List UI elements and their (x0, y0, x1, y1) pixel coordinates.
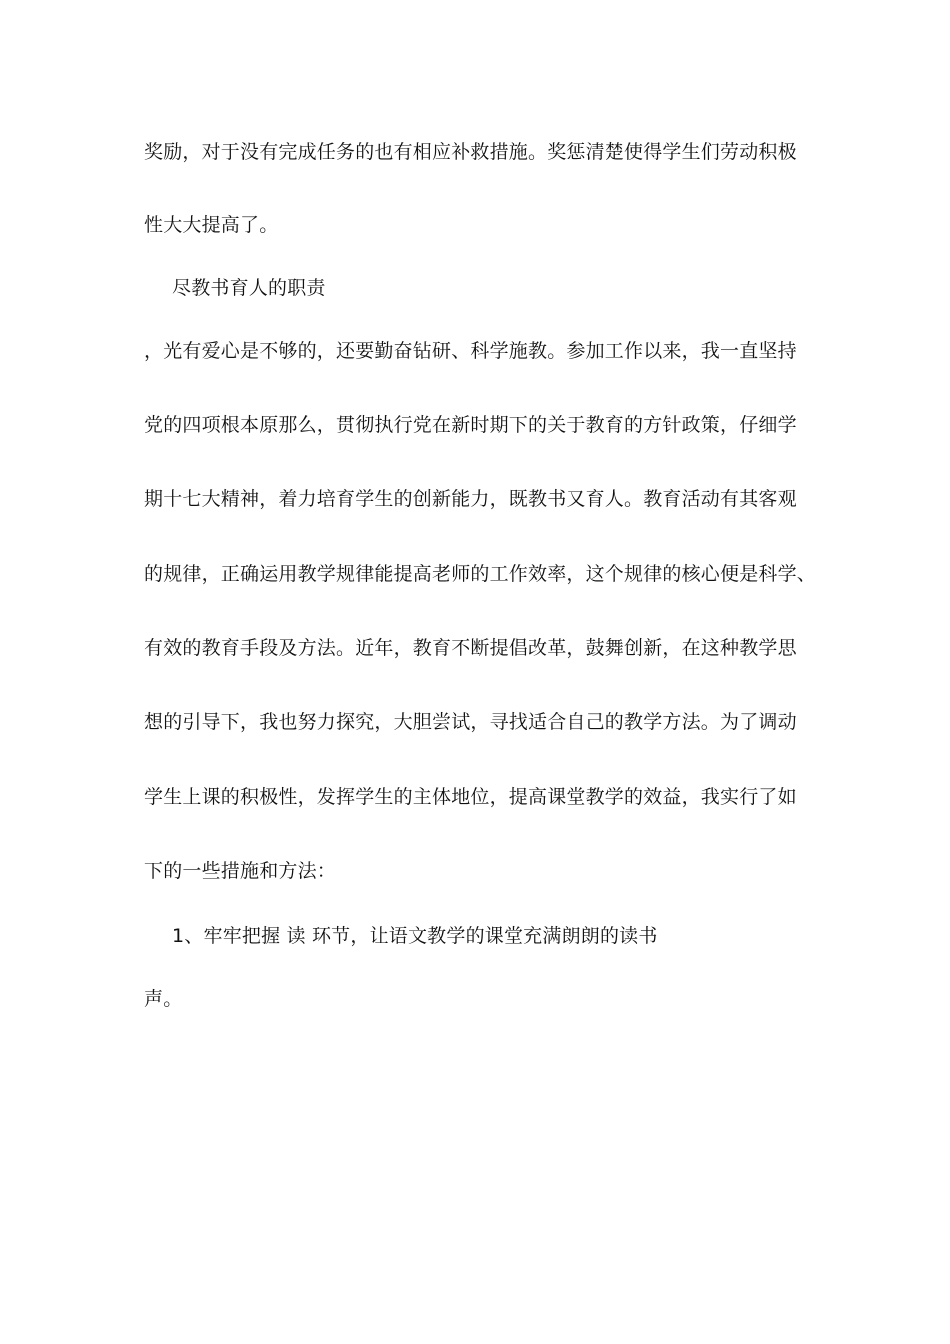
paragraph-line-8: 想的引导下，我也努力探究，大胆尝试，寻找适合自己的教学方法。为了调动 (144, 711, 797, 733)
paragraph-line-9: 学生上课的积极性，发挥学生的主体地位，提高课堂教学的效益，我实行了如 (144, 786, 797, 808)
paragraph-line-6: 的规律，正确运用教学规律能提高老师的工作效率，这个规律的核心便是科学、 (144, 563, 817, 585)
section-heading: 尽教书育人的职责 (172, 277, 326, 299)
paragraph-line-4: 党的四项根本原那么，贯彻执行党在新时期下的关于教育的方针政策，仔细学 (144, 414, 797, 436)
paragraph-line-10: 下的一些措施和方法： (144, 860, 337, 882)
paragraph-line-7: 有效的教育手段及方法。近年，教育不断提倡改革，鼓舞创新，在这种教学思 (144, 637, 797, 659)
paragraph-line-5: 期十七大精神，着力培育学生的创新能力，既教书又育人。教育活动有其客观 (144, 488, 797, 510)
list-item-1-continuation: 声。 (144, 988, 183, 1010)
paragraph-line-2: 性大大提高了。 (144, 214, 279, 236)
list-item-1: 1、牢牢把握 读 环节，让语文教学的课堂充满朗朗的读书 (172, 925, 658, 947)
paragraph-line-1: 奖励，对于没有完成任务的也有相应补救措施。奖惩清楚使得学生们劳动积极 (144, 141, 797, 163)
paragraph-line-3: ，光有爱心是不够的，还要勤奋钻研、科学施教。参加工作以来，我一直坚持 (144, 340, 797, 362)
